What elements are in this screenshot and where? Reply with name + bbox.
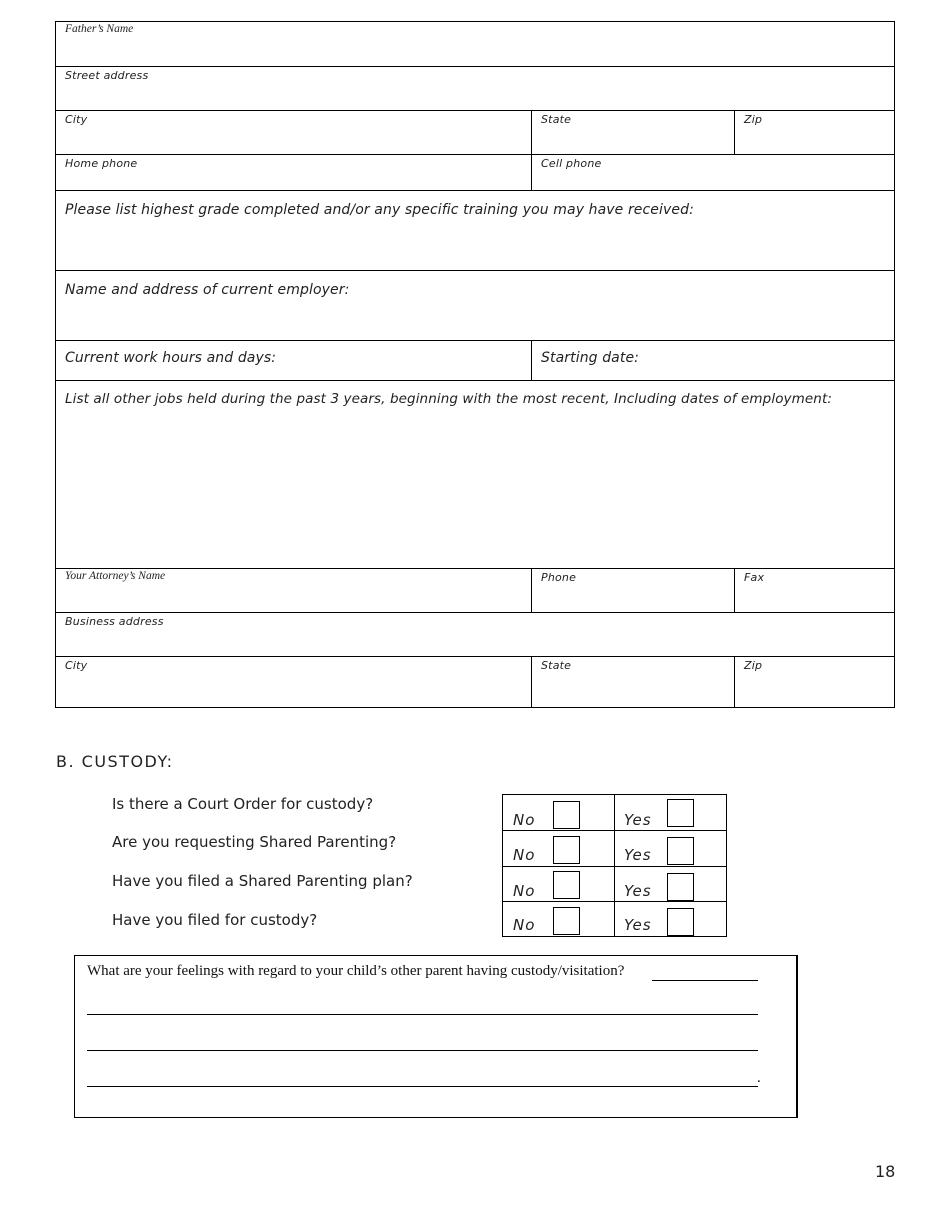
attorney-city-label: City [65,659,88,672]
yes-no-row [503,867,726,902]
home-phone-label: Home phone [65,157,138,170]
attorney-state-field[interactable] [531,656,735,708]
employer-field[interactable] [55,270,895,341]
home-phone-field[interactable] [55,154,532,191]
state-label: State [541,113,572,126]
employer-label: Name and address of current employer: [65,282,350,298]
yes-label: Yes [624,882,652,900]
no-label: No [513,846,536,864]
zip-field[interactable] [734,110,895,155]
attorney-name-field[interactable] [55,568,532,613]
zip-label: Zip [744,113,763,126]
fathers-name-field[interactable] [55,21,895,67]
attorney-phone-field[interactable] [531,568,735,613]
question-shared-parenting: Are you requesting Shared Parenting? [112,833,397,851]
cell-phone-field[interactable] [531,154,895,191]
business-address-label: Business address [65,615,164,628]
feelings-box [74,955,798,1118]
question-court-order: Is there a Court Order for custody? [112,795,374,813]
state-field[interactable] [531,110,735,155]
court-order-yes-checkbox[interactable] [667,799,694,827]
yes-no-row [503,795,726,831]
yes-label: Yes [624,811,652,829]
starting-date-label: Starting date: [541,350,639,366]
filed-custody-no-checkbox[interactable] [553,907,580,935]
no-label: No [513,916,536,934]
feelings-answer-line[interactable] [87,1014,758,1015]
attorney-fax-label: Fax [744,571,765,584]
attorney-zip-field[interactable] [734,656,895,708]
attorney-zip-label: Zip [744,659,763,672]
other-jobs-label: List all other jobs held during the past 3 years, beginning with the most recent, Including dates of employment: [65,391,833,407]
work-hours-label: Current work hours and days: [65,350,277,366]
filed-custody-yes-checkbox[interactable] [667,908,694,936]
starting-date-field[interactable] [531,340,895,381]
court-order-no-checkbox[interactable] [553,801,580,829]
attorney-state-label: State [541,659,572,672]
yes-no-row [503,831,726,867]
question-filed-custody: Have you filed for custody? [112,911,318,929]
city-field[interactable] [55,110,532,155]
education-label: Please list highest grade completed and/or any specific training you may have received: [65,202,694,218]
feelings-question: What are your feelings with regard to your child’s other parent having custody/visitation? [87,963,625,979]
feelings-answer-line[interactable] [652,980,758,981]
parenting-plan-no-checkbox[interactable] [553,871,580,899]
attorney-phone-label: Phone [541,571,577,584]
city-label: City [65,113,88,126]
shared-parenting-yes-checkbox[interactable] [667,837,694,865]
yes-label: Yes [624,846,652,864]
parenting-plan-yes-checkbox[interactable] [667,873,694,901]
shared-parenting-no-checkbox[interactable] [553,836,580,864]
no-label: No [513,882,536,900]
attorney-name-label: Your Attorney’s Name [65,570,166,582]
feelings-answer-line[interactable] [87,1050,758,1051]
page-number: 18 [875,1162,896,1181]
feelings-period: . [757,1070,761,1086]
yes-label: Yes [624,916,652,934]
custody-section-title: B. CUSTODY: [56,752,174,771]
feelings-answer-line[interactable] [87,1086,758,1087]
question-parenting-plan: Have you filed a Shared Parenting plan? [112,872,413,890]
attorney-fax-field[interactable] [734,568,895,613]
attorney-city-field[interactable] [55,656,532,708]
fathers-name-label: Father’s Name [65,23,134,35]
street-address-label: Street address [65,69,149,82]
yes-no-grid [502,794,727,937]
education-field[interactable] [55,190,895,271]
street-address-field[interactable] [55,66,895,111]
other-jobs-field[interactable] [55,380,895,569]
yes-no-row [503,902,726,936]
work-hours-field[interactable] [55,340,532,381]
no-label: No [513,811,536,829]
cell-phone-label: Cell phone [541,157,602,170]
business-address-field[interactable] [55,612,895,657]
